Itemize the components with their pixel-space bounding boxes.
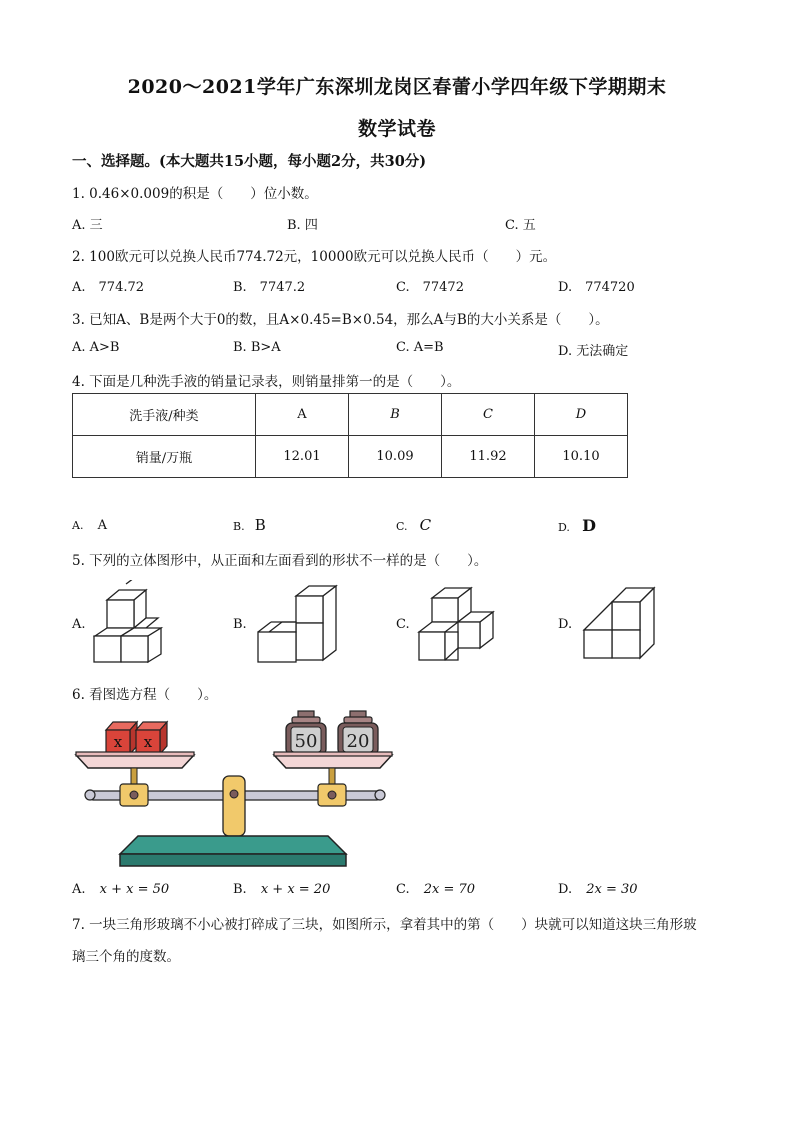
sales-table — [72, 393, 628, 478]
question-3-option-c: C. A=B — [396, 340, 444, 355]
question-3-option-b: B. B>A — [233, 340, 281, 355]
question-2-option-c: C. 77472 — [396, 280, 464, 295]
question-6-stem: 6. 看图选方程（ ）。 — [72, 687, 218, 703]
question-6-option-d — [558, 882, 638, 897]
option-equation: 2x = 70 — [423, 882, 476, 897]
option-value: A — [97, 518, 107, 533]
question-5-option-c: C. — [396, 617, 410, 632]
option-prefix: A. — [72, 882, 86, 897]
option-value: D — [582, 516, 596, 535]
table-cell: 12.01 — [256, 436, 349, 478]
question-1-stem: 1. 0.46×0.009的积是（ ）位小数。 — [72, 186, 318, 202]
question-2-option-d: D. 774720 — [558, 280, 635, 295]
option-value: B — [254, 516, 266, 534]
question-5-option-b: B. — [233, 617, 247, 632]
x-block-label: x — [113, 733, 123, 751]
option-value: C — [419, 516, 432, 534]
table-header-cell: B — [349, 394, 442, 436]
option-equation: x + x = 20 — [260, 882, 331, 897]
weight-20 — [338, 711, 378, 755]
weight-label: 50 — [294, 731, 318, 752]
table-header-cell: D — [535, 394, 628, 436]
table-row — [73, 436, 628, 478]
table-cell: 销量/万瓶 — [73, 436, 256, 478]
question-6-option-a — [72, 882, 169, 897]
weight-label: 20 — [346, 731, 370, 752]
option-prefix: C. — [396, 882, 410, 897]
question-5-stem: 5. 下列的立体图形中，从正面和左面看到的形状不一样的是（ ）。 — [72, 553, 488, 569]
cube-figure-c — [415, 580, 515, 670]
table-cell: 10.10 — [535, 436, 628, 478]
option-prefix: A. — [72, 519, 84, 532]
question-2-option-b: B. 7747.2 — [233, 280, 306, 295]
question-3-stem: 3. 已知A、B是两个大于0的数，且A×0.45=B×0.54，那么A与B的大小关系是（ ）。 — [72, 312, 609, 328]
weight-50 — [286, 711, 326, 755]
question-1-option-a: A. 三 — [72, 218, 103, 233]
question-4-option-b — [233, 516, 266, 534]
cube-figure-a — [90, 580, 190, 670]
x-block-right — [136, 722, 167, 754]
cube-figure-d — [580, 580, 690, 670]
question-1-option-c: C. 五 — [505, 218, 536, 233]
question-4-option-d — [558, 516, 596, 535]
cube-figure-b — [252, 580, 352, 670]
option-equation: 2x = 30 — [586, 882, 638, 897]
table-header-cell: A — [256, 394, 349, 436]
question-6-option-c — [396, 882, 475, 897]
option-prefix: B. — [233, 520, 245, 533]
x-block-label: x — [143, 733, 153, 751]
table-header-cell: 洗手液/种类 — [73, 394, 256, 436]
question-2-stem: 2. 100欧元可以兑换人民币774.72元，10000欧元可以兑换人民币（ ）元。 — [72, 249, 557, 265]
table-header-cell: C — [442, 394, 535, 436]
option-prefix: B. — [233, 882, 247, 897]
question-5-option-d: D. — [558, 617, 573, 632]
question-5-option-a: A. — [72, 617, 86, 632]
question-7-stem-line1: 7. 一块三角形玻璃不小心被打碎成了三块，如图所示，拿着其中的第（ ）块就可以知道这块三角形玻 — [72, 917, 697, 933]
page-title: 2020～2021学年广东深圳龙岗区春蕾小学四年级下学期期末 — [127, 76, 667, 98]
option-equation: x + x = 50 — [99, 882, 170, 897]
question-6-option-b — [233, 882, 330, 897]
option-prefix: C. — [396, 520, 408, 533]
question-1-option-b: B. 四 — [287, 218, 318, 233]
table-row — [73, 394, 628, 436]
table-cell: 10.09 — [349, 436, 442, 478]
question-2-option-a: A. 774.72 — [72, 280, 145, 295]
question-4-option-a — [72, 518, 107, 533]
option-prefix: D. — [558, 882, 573, 897]
question-4-stem: 4. 下面是几种洗手液的销量记录表，则销量排第一的是（ ）。 — [72, 374, 461, 390]
question-7-stem-line2: 璃三个角的度数。 — [72, 949, 180, 965]
question-4-option-c — [396, 516, 431, 534]
section-heading: 一、选择题。(本大题共15小题，每小题2分，共30分) — [72, 153, 427, 170]
table-cell: 11.92 — [442, 436, 535, 478]
question-3-option-a: A. A>B — [72, 340, 120, 355]
balance-scale-figure — [70, 708, 400, 873]
option-prefix: D. — [558, 521, 570, 534]
question-3-option-d: D. 无法确定 — [558, 344, 629, 359]
x-block-left — [106, 722, 137, 754]
page-subtitle: 数学试卷 — [357, 118, 436, 140]
